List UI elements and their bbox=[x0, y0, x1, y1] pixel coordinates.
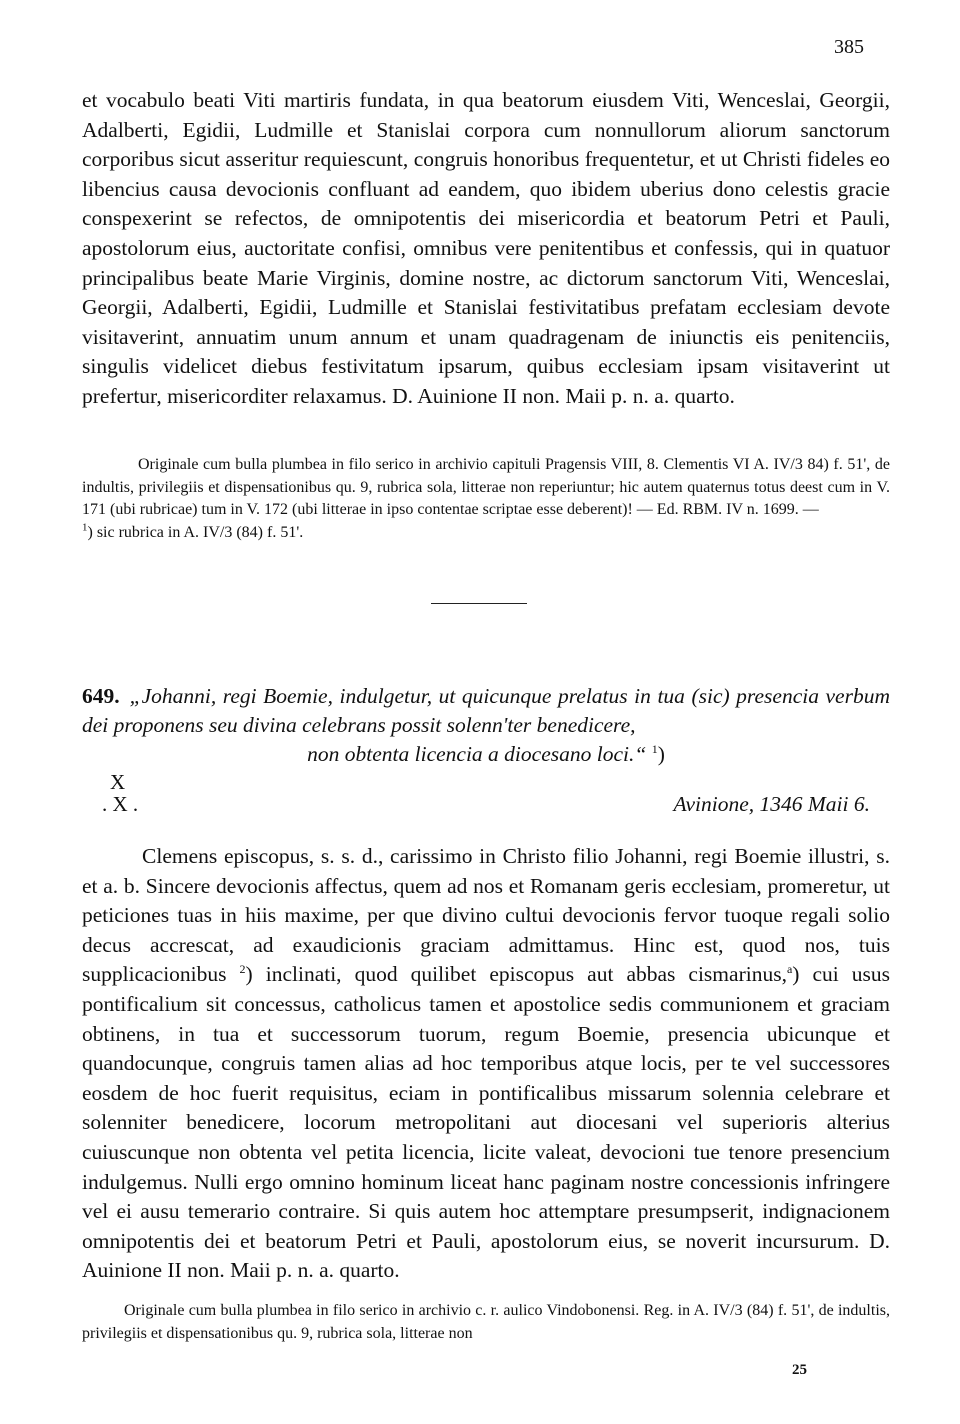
register-mark-x: X bbox=[110, 770, 126, 794]
body-main-part3: ) cui usus pontificalium sit concessus, catholicus tamen et apostolice sedis communionem et graciam obtinens, in tua et successorum tuorum, regum Boemie, presencia ubicunque et quandocunque, congruis tamen alias ad hoc temporibus atque locis, per te vel successores eosdem de hoc fuerit requisitus, eciam in pontificalibus missarum solennia celebrare et solenniter benedicere, locorum metropolitani aut diocesani vel superioris alterius cuiuscunque non obtenta vel petita licencia, licite valeat, devocioni tue tenore presencium indulgemus. Nulli ergo omnino hominum liceat hanc paginam nostre concessionis infringere vel ei ausu temerario contraire. Si quis autem hoc attemptare presumpserit, indignacionem omnipotentis dei et beatorum Petri et Pauli, apostolorum eius, se noverit incursurum. D. Auinione II non. Maii p. n. a. quarto. bbox=[82, 962, 890, 1283]
dateline: Avinione, 1346 Maii 6. bbox=[673, 792, 870, 816]
section-divider bbox=[431, 603, 527, 604]
archival-note-bottom-text: Originale cum bulla plumbea in filo serico in archivio c. r. aulico Vindobonensi. Reg. in A. IV/3 (84) f. 51', de indultis, privilegiis et dispensationibus qu. 9, rubrica sola, litterae non bbox=[82, 1302, 890, 1342]
footnote-1 bbox=[82, 522, 890, 545]
footnote-ref-2: 2 bbox=[239, 962, 246, 977]
entry-heading-last-line bbox=[82, 740, 890, 769]
signature-mark: 25 bbox=[792, 1362, 807, 1378]
register-mark-dotted-x: . X . bbox=[102, 792, 139, 816]
footnote-ref-a: a bbox=[786, 962, 793, 977]
page-number: 385 bbox=[834, 36, 864, 58]
body-main-part2: ) inclinati, quod quilibet episcopus aut abbas cismarinus, bbox=[245, 962, 787, 987]
entry-heading-last-text: non obtenta licencia a diocesano loci.“ bbox=[307, 742, 647, 766]
entry-heading-main: „Johanni, regi Boemie, indulgetur, ut quicunque prelatus in tua (sic) presencia verbum dei proponens seu divina celebrans possit solenn'ter benedicere, bbox=[82, 684, 890, 737]
heading-footnote-paren: ) bbox=[657, 742, 665, 766]
body-text-main bbox=[82, 842, 890, 1286]
footnote-marker: 1 bbox=[82, 521, 88, 534]
body-main-part1: Clemens episcopus, s. s. d., carissimo in Christo filio Johanni, regi Boemie illustri, s. et a. b. Sincere devocionis affectus, quem ad nos et Romanam geris ecclesiam, promeretur, ut peticiones tuas in hiis maxime, per que divino cultui devocionis fervor tuoque regali solio decus accrescat, ad exaudicionis graciam admittamus. Hinc est, quod nos, tuis supplicacionibus bbox=[82, 844, 890, 987]
archival-note-main: Originale cum bulla plumbea in filo serico in archivio capituli Pragensis VIII, 8. Clementis VI A. IV/3 84) f. 51', de indultis, privilegiis et dispensationibus qu. 9, rubrica sola, litterae non reperiuntur; hic autem quaternus totus deest cum in V. 171 (ubi rubricae) tum in V. 172 (ubi litterae in ipso contentae scriptae esse deberent)! — Ed. RBM. IV n. 1699. — bbox=[82, 456, 890, 519]
entry-number: 649. bbox=[82, 684, 120, 708]
archival-note-top bbox=[82, 454, 890, 544]
heading-footnote-marker: 1 bbox=[651, 741, 658, 756]
footnote-text: ) sic rubrica in A. IV/3 (84) f. 51'. bbox=[87, 523, 304, 541]
entry-heading bbox=[82, 682, 890, 769]
body-text-continued: et vocabulo beati Viti martiris fundata, in qua beatorum eiusdem Viti, Wenceslai, Georgii, Adalberti, Egidii, Ludmille et Stanislai corpora cum nonnullorum aliorum sanctorum corporibus sicut asseritur requiescunt, congruis honoribus frequentetur, et ut Christi fideles eo libencius causa devocionis confluant ad eandem, quo ibidem uberius dono celestis gracie conspexerint se refectos, de omnipotentis dei misericordia et beatorum Petri et Pauli, apostolorum eius, auctoritate confisi, omnibus vere penitentibus et confessis, qui in quatuor principalibus beate Marie Virginis, domine nostre, ac dictorum sanctorum Viti, Wenceslai, Georgii, Adalberti, Egidii, Ludmille et Stanislai festivitatibus prefatam ecclesiam devote visitaverint, annuatim unum annum et unam quadragenam de iniunctis eis penitenciis, singulis videlicet diebus festivitatum ipsarum, quibus ecclesiam ipsam visitaverint ut prefertur, misericorditer relaxamus. D. Auinione II non. Maii p. n. a. quarto. bbox=[82, 88, 890, 408]
archival-note-bottom bbox=[82, 1300, 890, 1345]
